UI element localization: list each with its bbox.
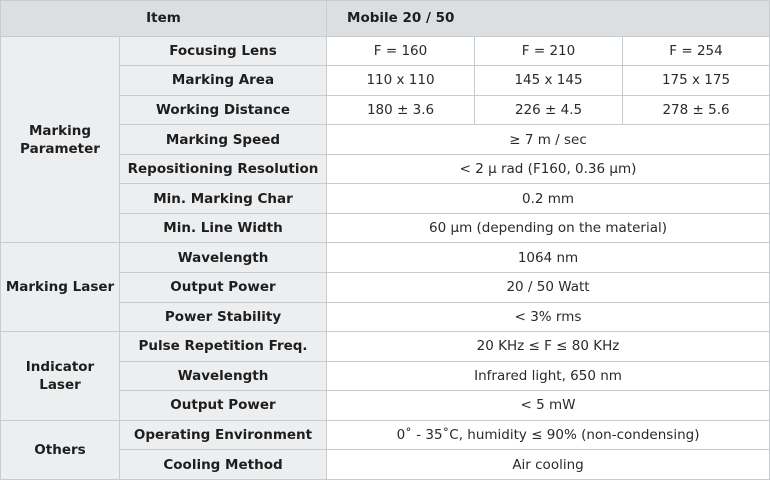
row-label-focusing-lens: Focusing Lens <box>120 36 327 66</box>
working-distance-value-3: 278 ± 5.6 <box>623 95 770 125</box>
table-row <box>1 36 770 66</box>
table-row <box>1 332 770 362</box>
focusing-lens-value-1: F = 160 <box>327 36 475 66</box>
pulse-repetition-value: 20 KHz ≤ F ≤ 80 KHz <box>327 332 770 362</box>
min-marking-char-value: 0.2 mm <box>327 184 770 214</box>
operating-environment-value: 0˚ - 35˚C, humidity ≤ 90% (non-condensing) <box>327 420 770 450</box>
header-item: Item <box>1 1 327 37</box>
row-label-il-output-power: Output Power <box>120 391 327 421</box>
row-label-power-stability: Power Stability <box>120 302 327 332</box>
header-row <box>1 1 770 37</box>
group-marking-laser: Marking Laser <box>1 243 120 332</box>
focusing-lens-value-2: F = 210 <box>475 36 623 66</box>
marking-area-value-2: 145 x 145 <box>475 66 623 96</box>
group-indicator-laser: Indicator Laser <box>1 332 120 421</box>
row-label-min-line-width: Min. Line Width <box>120 213 327 243</box>
group-marking-parameter: Marking Parameter <box>1 36 120 243</box>
il-output-power-value: < 5 mW <box>327 391 770 421</box>
row-label-min-marking-char: Min. Marking Char <box>120 184 327 214</box>
marking-speed-value: ≥ 7 m / sec <box>327 125 770 155</box>
group-others: Others <box>1 420 120 479</box>
row-label-repositioning-resolution: Repositioning Resolution <box>120 154 327 184</box>
focusing-lens-value-3: F = 254 <box>623 36 770 66</box>
row-label-marking-speed: Marking Speed <box>120 125 327 155</box>
repositioning-resolution-value: < 2 μ rad (F160, 0.36 μm) <box>327 154 770 184</box>
marking-area-value-3: 175 x 175 <box>623 66 770 96</box>
row-label-pulse-repetition: Pulse Repetition Freq. <box>120 332 327 362</box>
ml-wavelength-value: 1064 nm <box>327 243 770 273</box>
ml-output-power-value: 20 / 50 Watt <box>327 273 770 303</box>
row-label-working-distance: Working Distance <box>120 95 327 125</box>
table-row <box>1 420 770 450</box>
marking-area-value-1: 110 x 110 <box>327 66 475 96</box>
power-stability-value: < 3% rms <box>327 302 770 332</box>
cooling-method-value: Air cooling <box>327 450 770 480</box>
row-label-cooling-method: Cooling Method <box>120 450 327 480</box>
row-label-ml-output-power: Output Power <box>120 273 327 303</box>
row-label-il-wavelength: Wavelength <box>120 361 327 391</box>
min-line-width-value: 60 μm (depending on the material) <box>327 213 770 243</box>
working-distance-value-1: 180 ± 3.6 <box>327 95 475 125</box>
working-distance-value-2: 226 ± 4.5 <box>475 95 623 125</box>
row-label-ml-wavelength: Wavelength <box>120 243 327 273</box>
il-wavelength-value: Infrared light, 650 nm <box>327 361 770 391</box>
table-row <box>1 243 770 273</box>
row-label-operating-environment: Operating Environment <box>120 420 327 450</box>
row-label-marking-area: Marking Area <box>120 66 327 96</box>
header-model: Mobile 20 / 50 <box>327 1 770 37</box>
